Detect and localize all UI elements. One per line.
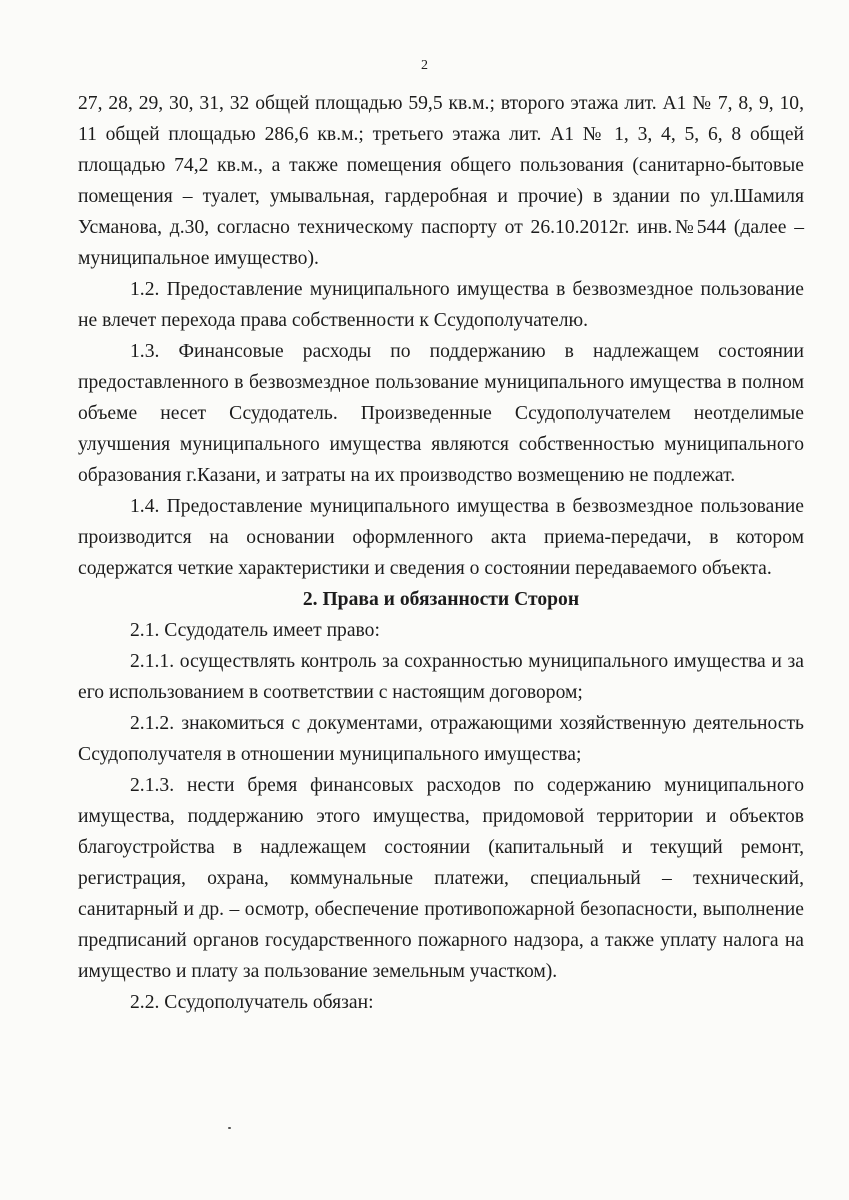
paragraph-2-1: 2.1. Ссудодатель имеет право: — [130, 620, 380, 641]
paragraph-1-4: 1.4. Предоставление муниципального имущества в безвозмездное пользование производится на основании оформленного акта приема-передачи, в котором содержатся четкие характеристики и сведения о состоянии передаваемого объекта. — [78, 496, 804, 579]
page-number: 2 — [421, 58, 428, 73]
scan-speck — [228, 1127, 231, 1129]
paragraph-2-1-3: 2.1.3. нести бремя финансовых расходов по содержанию муниципального имущества, поддержанию этого имущества, придомовой территории и объектов благоустройства в надлежащем состоянии (капитальный и текущий ремонт, регистрация, охрана, коммунальные платежи, специальный – технический, санитарный и др. – осмотр, обеспечение противопожарной безопасности, выполнение предписаний органов государственного пожарного надзора, а также уплату налога на имущество и плату за пользование земельным участком). — [78, 775, 804, 982]
paragraph-2-1-2: 2.1.2. знакомиться с документами, отражающими хозяйственную деятельность Ссудополучателя в отношении муниципального имущества; — [78, 713, 804, 765]
section-heading: 2. Права и обязанности Сторон — [302, 589, 580, 610]
paragraph-1-2: 1.2. Предоставление муниципального имущества в безвозмездное пользование не влечет перехода права собственности к Ссудополучателю. — [78, 279, 804, 331]
paragraph-1-3: 1.3. Финансовые расходы по поддержанию в надлежащем состоянии предоставленного в безвозмездное пользование муниципального имущества в полном объеме несет Ссудодатель. Произведенные Ссудополучателем неотделимые улучшения муниципального имущества являются собственностью муниципального образования г.Казани, и затраты на их производство возмещению не подлежат. — [78, 341, 804, 486]
paragraph-2-1-1: 2.1.1. осуществлять контроль за сохранностью муниципального имущества и за его использованием в соответствии с настоящим договором; — [78, 651, 804, 703]
paragraph-2-2: 2.2. Ссудополучатель обязан: — [130, 992, 374, 1013]
document-body — [78, 88, 804, 1018]
paragraph-1-1-continued: 27, 28, 29, 30, 31, 32 общей площадью 59,5 кв.м.; второго этажа лит. А1 № 7, 8, 9, 10, 11 общей площадью 286,6 кв.м.; третьего этажа лит. А1 № 1, 3, 4, 5, 6, 8 общей площадью 74,2 кв.м., а также помещения общего пользования (санитарно-бытовые помещения – туалет, умывальная, гардеробная и прочие) в здании по ул.Шамиля Усманова, д.30, согласно техническому паспорту от 26.10.2012г. инв.№544 (далее – муниципальное имущество). — [78, 93, 804, 269]
